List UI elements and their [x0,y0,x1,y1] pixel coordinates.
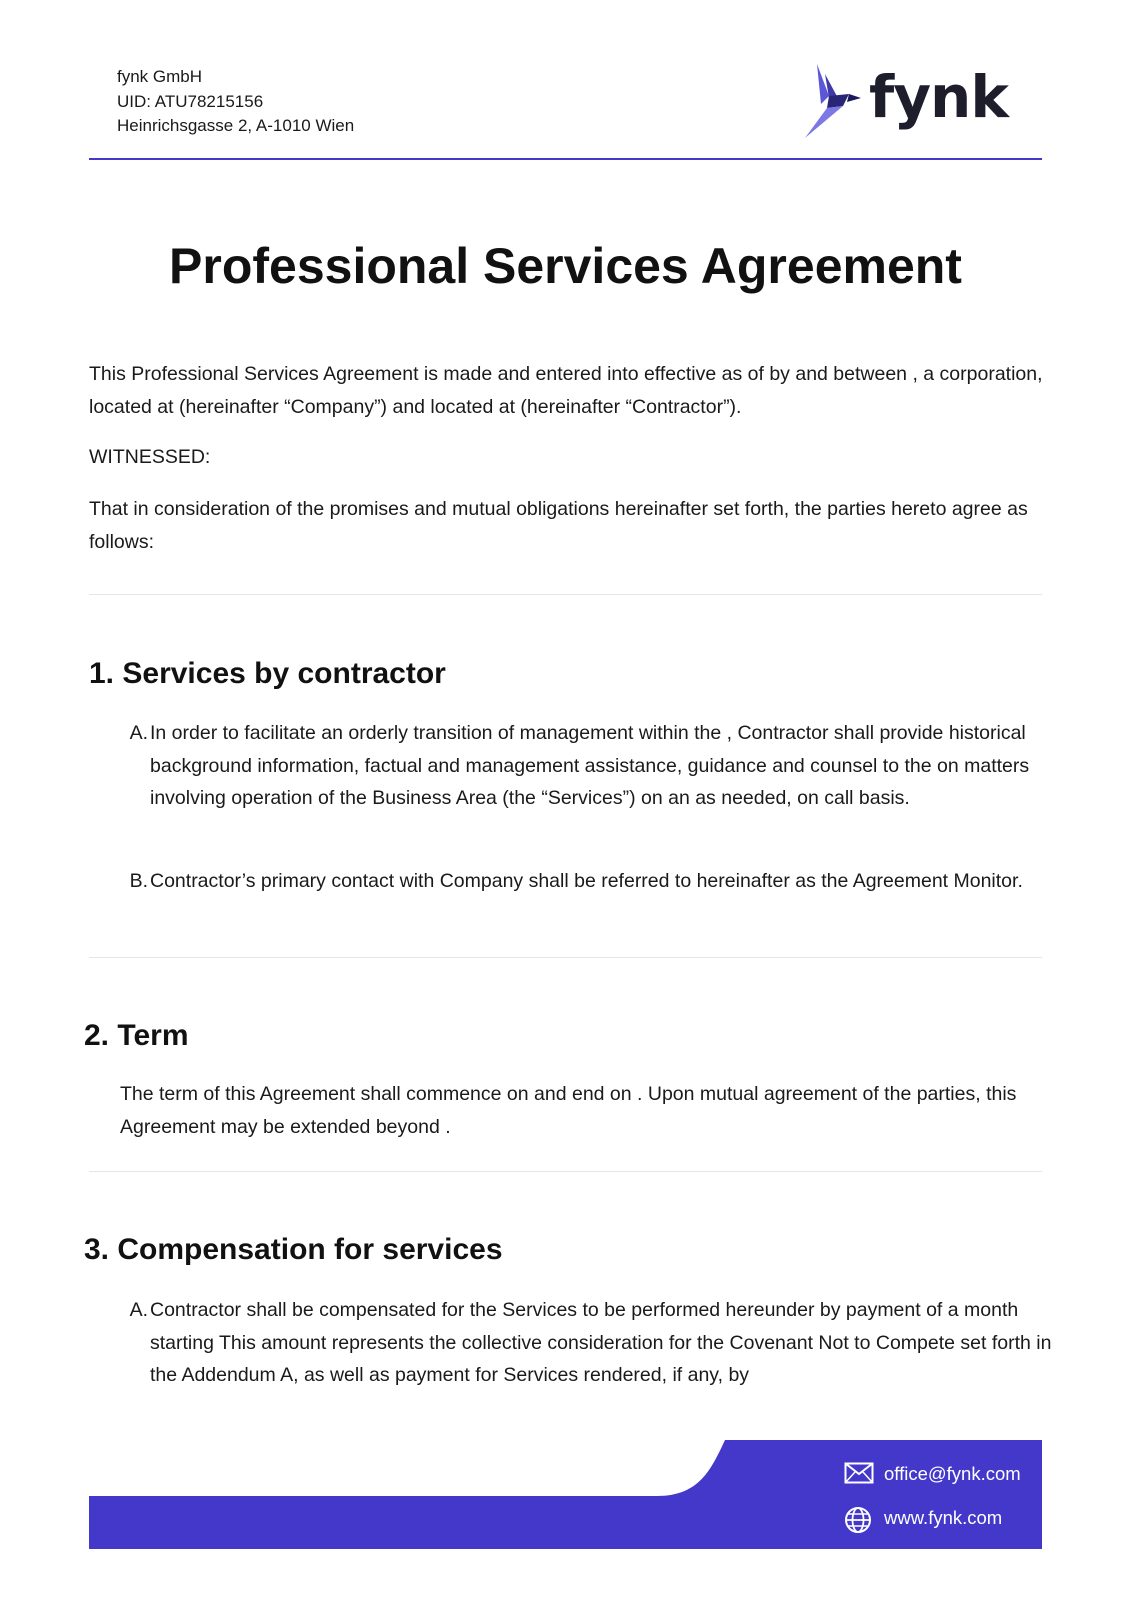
company-info [117,65,354,139]
section-title: Compensation for services [117,1233,503,1266]
logo-wordmark: fynk [869,63,1008,131]
term-paragraph: The term of this Agreement shall commence on and end on . Upon mutual agreement of the parties, this Agreement may be extended beyond . [120,1083,1017,1138]
list-item [120,1294,1055,1392]
consideration-paragraph: That in consideration of the promises and mutual obligations hereinafter set forth, the parties hereto agree as follows: [89,498,1028,553]
footer-email-text: office@fynk.com [884,1463,1021,1484]
section-number: 2. [84,1019,110,1052]
list-marker: A. [129,722,148,744]
footer-website[interactable] [844,1506,1002,1530]
footer-shape [89,1440,1042,1549]
list-item [120,865,1055,898]
company-name: fynk GmbH [117,67,203,86]
list-item-text: Contractor shall be compensated for the Services to be performed hereunder by payment of a month starting This amount represents the collective consideration for the Covenant Not to Compete set forth in the Addendum A, as well as payment for Services rendered, if any, by [150,1299,1052,1386]
document-title: Professional Services Agreement [169,238,962,294]
company-address: Heinrichsgasse 2, A-1010 Wien [117,116,355,135]
footer-band [89,1440,1042,1549]
witnessed-label: WITNESSED: [89,446,211,468]
globe-icon [844,1506,876,1530]
envelope-icon [844,1462,876,1486]
section-divider [89,594,1042,595]
section-divider [89,957,1042,958]
list-item [120,717,1055,815]
header-divider [89,158,1042,160]
footer-email[interactable] [844,1462,1021,1486]
section-divider [89,1171,1042,1172]
section-title: Term [117,1019,189,1052]
intro-paragraph: This Professional Services Agreement is made and entered into effective as of by and between , a corporation, located at (hereinafter “Company”) and located at (hereinafter “Contractor”). [89,363,1043,418]
company-uid: UID: ATU78215156 [117,91,264,111]
list-item-text: In order to facilitate an orderly transition of management within the , Contractor shall provide historical background information, factual and management assistance, guidance and counsel to the on matters involving operation of the Business Area (the “Services”) on an as needed, on call basis. [150,722,1030,809]
fynk-logo [803,60,1008,140]
footer-website-text: www.fynk.com [884,1507,1003,1528]
section-heading-services [89,656,446,692]
section-number: 1. [89,657,115,690]
bird-logo-icon [803,60,865,140]
list-item-text: Contractor’s primary contact with Company shall be referred to hereinafter as the Agreement Monitor. [150,870,1023,892]
section-number: 3. [84,1233,110,1266]
section-title: Services by contractor [122,657,446,690]
list-marker: A. [129,1299,148,1321]
section-heading-term [84,1018,189,1054]
section-heading-compensation [84,1232,503,1268]
list-marker: B. [129,870,148,892]
